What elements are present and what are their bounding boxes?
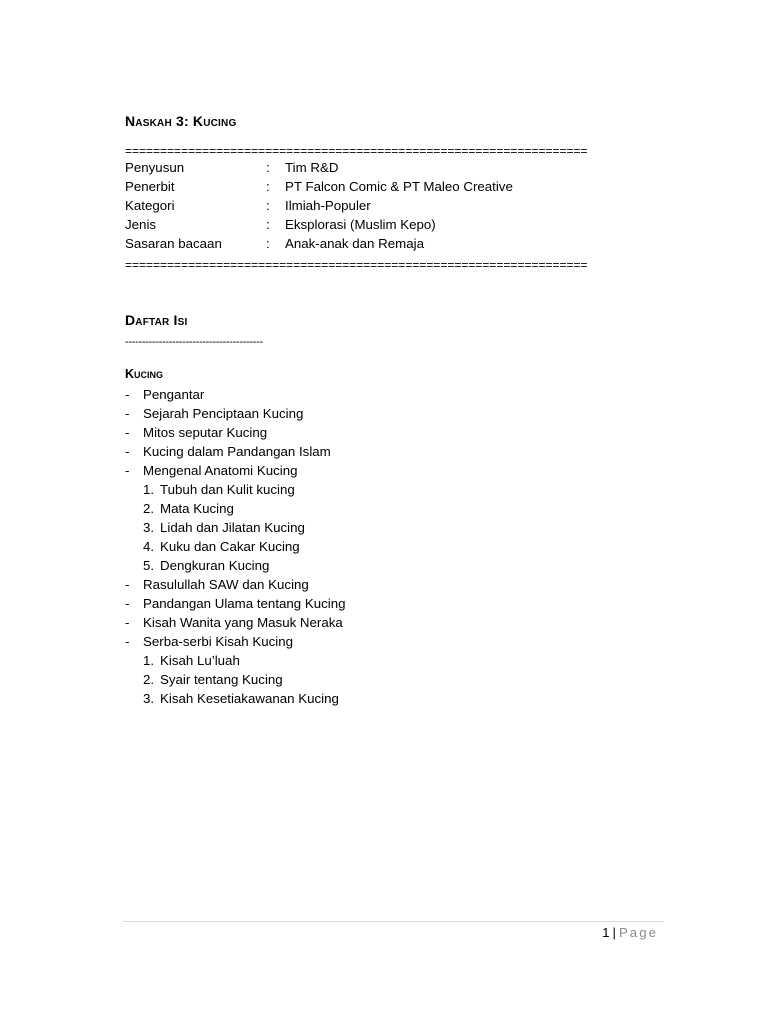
section-heading: Kucing <box>125 367 164 381</box>
footer-separator: | <box>612 925 616 940</box>
meta-row <box>125 196 645 215</box>
toc-bullet: - <box>125 577 130 592</box>
toc-text: Syair tentang Kucing <box>160 672 283 687</box>
meta-value: PT Falcon Comic & PT Maleo Creative <box>285 179 513 194</box>
toc-number: 3. <box>143 691 155 706</box>
meta-row <box>125 215 645 234</box>
equals-rule-top: ================================================================== <box>125 145 588 157</box>
toc-number: 1. <box>143 482 155 497</box>
toc-text: Dengkuran Kucing <box>160 558 270 573</box>
meta-value: Ilmiah-Populer <box>285 198 371 213</box>
toc-bullet: - <box>125 406 130 421</box>
meta-row <box>125 234 645 253</box>
footer-divider <box>123 921 664 922</box>
metadata-table <box>125 158 645 253</box>
toc-text: Sejarah Penciptaan Kucing <box>143 406 304 421</box>
toc-bullet: - <box>125 596 130 611</box>
toc-text: Lidah dan Jilatan Kucing <box>160 520 305 535</box>
toc-text: Mengenal Anatomi Kucing <box>143 463 298 478</box>
meta-key: Sasaran bacaan <box>125 236 222 251</box>
toc-text: Kisah Lu’luah <box>160 653 240 668</box>
equals-rule-bottom: ================================================================== <box>125 259 588 271</box>
meta-separator: : <box>266 179 270 194</box>
toc-text: Pandangan Ulama tentang Kucing <box>143 596 346 611</box>
toc-text: Pengantar <box>143 387 205 402</box>
toc-bullet: - <box>125 387 130 402</box>
toc-bullet: - <box>125 444 130 459</box>
toc-text: Kisah Kesetiakawanan Kucing <box>160 691 339 706</box>
toc-bullet: - <box>125 425 130 440</box>
meta-row <box>125 158 645 177</box>
toc-number: 1. <box>143 653 155 668</box>
toc-bullet: - <box>125 634 130 649</box>
toc-text: Mata Kucing <box>160 501 234 516</box>
meta-value: Anak-anak dan Remaja <box>285 236 424 251</box>
toc-bullet: - <box>125 463 130 478</box>
toc-text: Kisah Wanita yang Masuk Neraka <box>143 615 343 630</box>
meta-value: Eksplorasi (Muslim Kepo) <box>285 217 436 232</box>
meta-key: Jenis <box>125 217 157 232</box>
toc-number: 2. <box>143 672 155 687</box>
toc-title: Daftar Isi <box>125 312 188 328</box>
toc-text: Rasulullah SAW dan Kucing <box>143 577 309 592</box>
meta-separator: : <box>266 236 270 251</box>
page-number: 1 <box>602 925 610 940</box>
document-title: Naskah 3: Kucing <box>125 113 237 129</box>
meta-separator: : <box>266 160 270 175</box>
toc-text: Serba-serbi Kisah Kucing <box>143 634 294 649</box>
meta-key: Penyusun <box>125 160 185 175</box>
meta-key: Penerbit <box>125 179 175 194</box>
toc-bullet: - <box>125 615 130 630</box>
meta-row <box>125 177 645 196</box>
toc-text: Tubuh dan Kulit kucing <box>160 482 295 497</box>
toc-number: 4. <box>143 539 155 554</box>
toc-number: 2. <box>143 501 155 516</box>
page-label: Page <box>618 925 658 940</box>
page-footer <box>602 925 658 940</box>
meta-separator: : <box>266 217 270 232</box>
toc-text: Kucing dalam Pandangan Islam <box>143 444 331 459</box>
toc-number: 3. <box>143 520 155 535</box>
meta-separator: : <box>266 198 270 213</box>
dash-rule: ----------------------------------------- <box>125 336 263 348</box>
toc-number: 5. <box>143 558 155 573</box>
toc-text: Kuku dan Cakar Kucing <box>160 539 300 554</box>
toc-text: Mitos seputar Kucing <box>143 425 268 440</box>
meta-value: Tim R&D <box>285 160 339 175</box>
meta-key: Kategori <box>125 198 175 213</box>
